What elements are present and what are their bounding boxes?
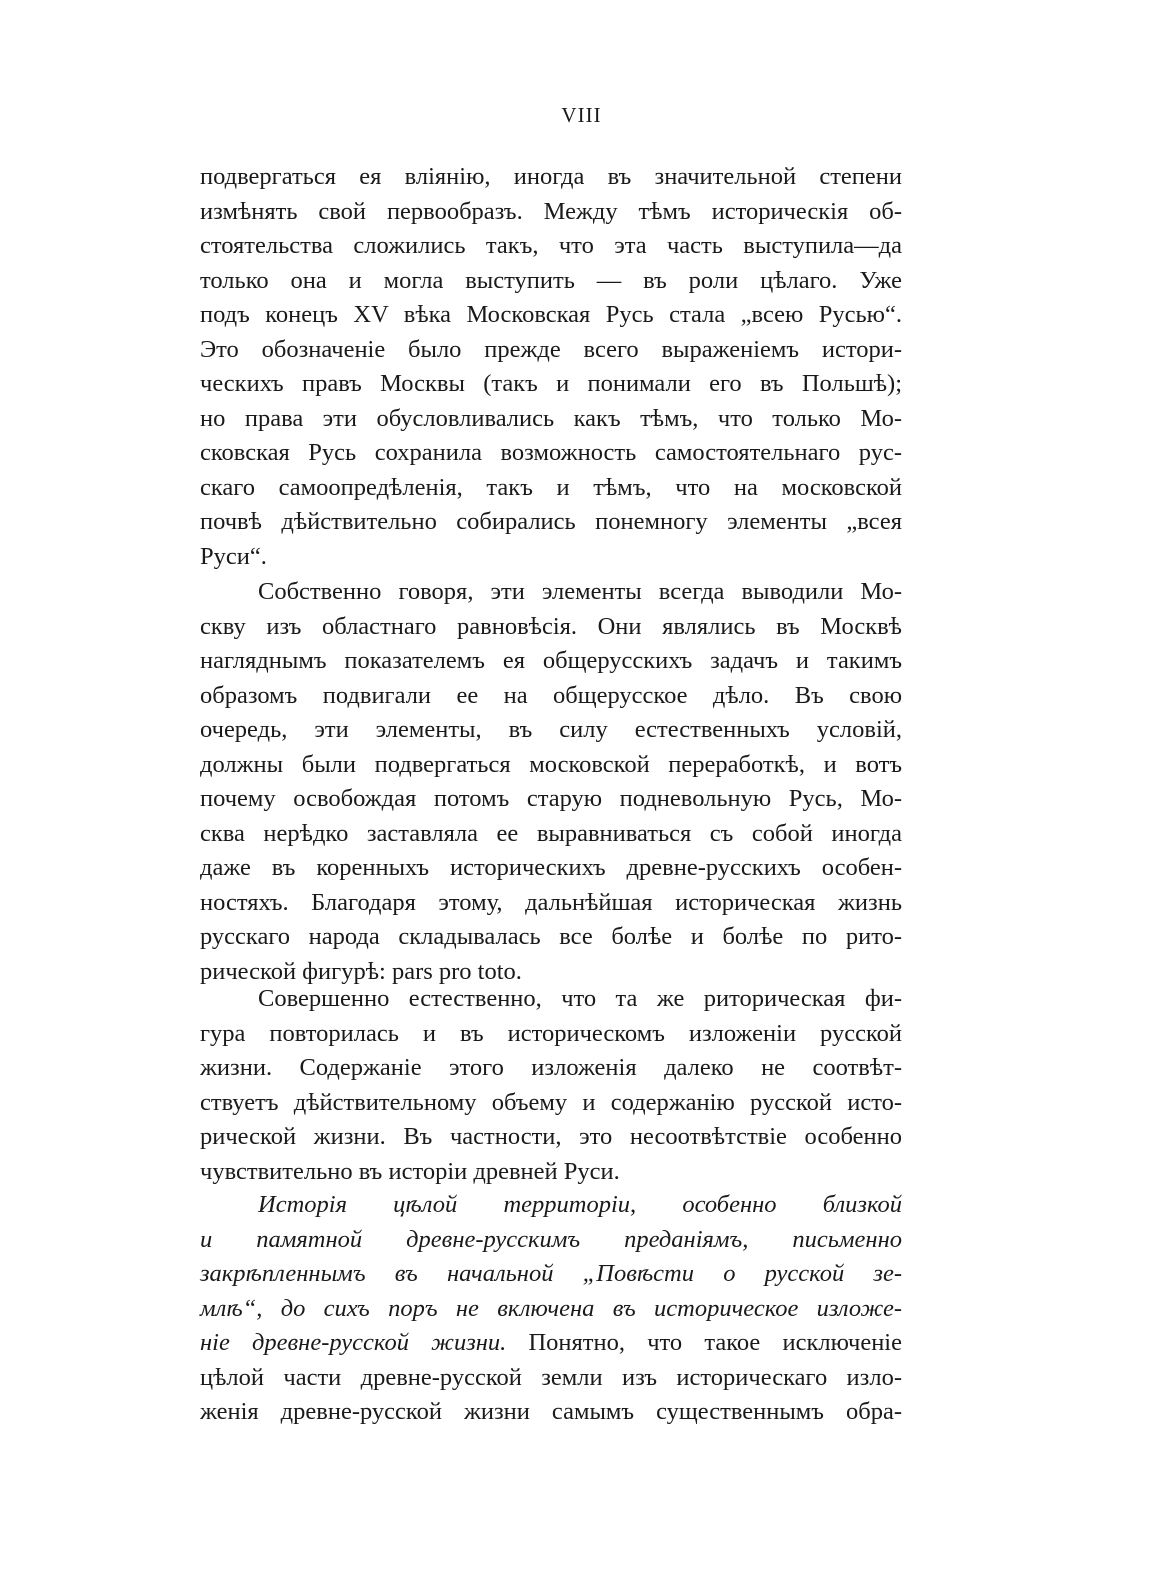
- text-line: Руси“.: [200, 542, 267, 570]
- text-line: Исторія цѣлой территоріи, особенно близкой: [258, 1191, 902, 1218]
- text-line: измѣнять свой первообразъ. Между тѣмъ историческія об-: [200, 197, 902, 225]
- text-line: но права эти обусловливались какъ тѣмъ, что только Мо-: [200, 404, 902, 432]
- text-line: Это обозначеніе было прежде всего выраженіемъ истори-: [200, 335, 902, 363]
- text-line: подвергаться ея вліянію, иногда въ значительной степени: [200, 163, 902, 190]
- text-line: жизни. Содержаніе этого изложенія далеко не соотвѣт-: [200, 1054, 902, 1081]
- text-line: [200, 1326, 902, 1361]
- text-line: нагляднымъ показателемъ ея общерусскихъ задачъ и такимъ: [200, 647, 902, 674]
- text-line: женія древне-русской жизни самымъ существеннымъ обра-: [200, 1398, 902, 1425]
- text-line: почвѣ дѣйствительно собирались понемногу элементы „всея: [200, 508, 902, 535]
- italic-segment: ніе древне-русской жизни.: [200, 1329, 507, 1356]
- paragraph-1: [200, 160, 902, 574]
- text-line: сковская Русь сохранила возможность самостоятельнаго рус-: [200, 439, 902, 466]
- text-line: образомъ подвигали ее на общерусское дѣло. Въ свою: [200, 681, 902, 709]
- text-line: гура повторилась и въ историческомъ изложеніи русской: [200, 1019, 902, 1047]
- text-line: ствуетъ дѣйствительному объему и содержанію русской исто-: [200, 1088, 902, 1116]
- text-line: стоятельства сложились такъ, что эта часть выступила—да: [200, 232, 902, 259]
- text-line: рической фигурѣ: pars pro toto.: [200, 957, 522, 985]
- text-line: чувствительно въ исторіи древней Руси.: [200, 1157, 620, 1185]
- text-line: скву изъ областнаго равновѣсія. Они являлись въ Москвѣ: [200, 612, 902, 640]
- text-line: Собственно говоря, эти элементы всегда выводили Мо-: [258, 578, 902, 605]
- paragraph-2: [200, 575, 902, 989]
- text-line: должны были подвергаться московской переработкѣ, и вотъ: [200, 750, 902, 778]
- text-line: русскаго народа складывалась все болѣе и болѣе по рито-: [200, 923, 902, 950]
- text-line: ностяхъ. Благодаря этому, дальнѣйшая историческая жизнь: [200, 888, 902, 916]
- text-line: Совершенно естественно, что та же риторическая фи-: [258, 985, 902, 1012]
- text-line: даже въ коренныхъ историческихъ древне-русскихъ особен-: [200, 854, 902, 881]
- text-line: скаго самоопредѣленія, такъ и тѣмъ, что на московской: [200, 473, 902, 501]
- text-line: млѣ“, до сихъ поръ не включена въ историческое изложе-: [200, 1294, 902, 1322]
- text-line: и памятной древне-русскимъ преданіямъ, письменно: [200, 1225, 902, 1253]
- text-line: закрѣпленнымъ въ начальной „Повѣсти о русской зе-: [200, 1260, 902, 1287]
- text-line: сква нерѣдко заставляла ее выравниваться съ собой иногда: [200, 819, 902, 847]
- paragraph-3: [200, 982, 902, 1189]
- page-number: VIII: [561, 103, 602, 127]
- regular-segment: Понятно, что такое исключеніе: [506, 1329, 902, 1356]
- paragraph-4: [200, 1188, 902, 1430]
- text-line: очередь, эти элементы, въ силу естественныхъ условій,: [200, 716, 902, 743]
- text-line: цѣлой части древне-русской земли изъ историческаго изло-: [200, 1363, 902, 1391]
- text-line: рической жизни. Въ частности, это несоотвѣтствіе особенно: [200, 1123, 902, 1150]
- text-line: почему освобождая потомъ старую подневольную Русь, Мо-: [200, 785, 902, 812]
- text-line: ческихъ правъ Москвы (такъ и понимали его въ Польшѣ);: [200, 370, 902, 397]
- text-line: подъ конецъ XV вѣка Московская Русь стала „всею Русью“.: [200, 301, 902, 328]
- text-line: только она и могла выступить — въ роли цѣлаго. Уже: [200, 266, 902, 294]
